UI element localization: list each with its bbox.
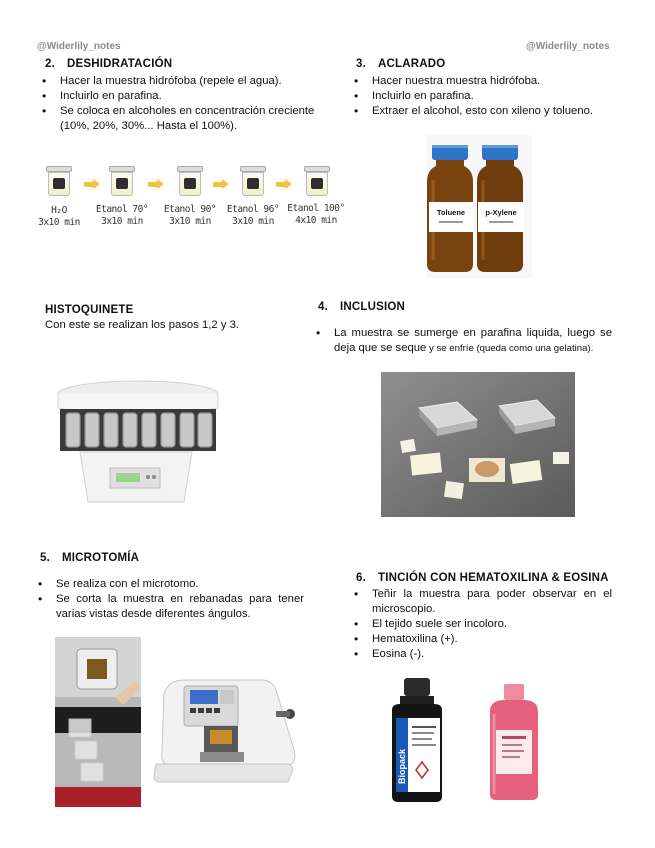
section-4-list [312, 326, 612, 356]
dehydration-diagram [20, 160, 350, 235]
toluene-label: Toluene [436, 208, 466, 217]
step-label: Etanol 96° 3x10 min [226, 204, 280, 227]
step-label: H₂O 3x10 min [38, 205, 80, 228]
jar-icon [304, 166, 330, 196]
section-5-list [34, 577, 304, 622]
embedding-molds-image [381, 372, 575, 517]
tissue-processor-image [40, 372, 230, 510]
list-item: • Hematoxilina (+). [350, 632, 612, 647]
list-item: • Extraer el alcohol, esto con xileno y tolueno. [350, 104, 620, 119]
list-item: • Se realiza con el microtomo. [34, 577, 304, 592]
section-6-title: TINCIÓN CON HEMATOXILINA & EOSINA [378, 572, 609, 584]
solvent-bottles-image [427, 135, 532, 278]
list-item: • El tejido suele ser incoloro. [350, 617, 612, 632]
list-item: • Incluirlo en parafina. [350, 89, 620, 104]
section-3-heading [356, 58, 445, 70]
section-5-title: MICROTOMÍA [62, 552, 140, 564]
list-item: • Hacer nuestra muestra hidrófoba. [350, 74, 620, 89]
list-item: • Teñir la muestra para poder observar en el microscopio. [350, 587, 612, 617]
step-label: Etanol 70° 3x10 min [95, 204, 149, 227]
xylene-label: p-Xylene [485, 208, 517, 217]
section-2-list [38, 74, 328, 134]
section-4-heading [318, 301, 405, 313]
microtome-closeup-image [55, 637, 141, 807]
section-5-heading [40, 552, 139, 564]
jar-icon [46, 166, 72, 196]
list-item: • Hacer la muestra hidrófoba (repele el agua). [38, 74, 328, 89]
author-handle-right: @Widerlily_notes [526, 41, 610, 52]
section-5-number: 5. [40, 552, 50, 564]
section-6-heading [356, 572, 609, 584]
section-4-title: INCLUSION [340, 301, 406, 313]
jar-icon [109, 166, 135, 196]
section-3-number: 3. [356, 58, 366, 70]
section-3-title: ACLARADO [378, 58, 446, 70]
section-2-number: 2. [45, 58, 55, 70]
section-3-list [350, 74, 620, 119]
list-item: • La muestra se sumerge en parafina liquida, luego se deja que se seque y se enfríe (queda como una gelatina). [312, 326, 612, 356]
section-6-number: 6. [356, 572, 366, 584]
section-6-list [350, 587, 612, 662]
list-item: • Se coloca en alcoholes en concentración creciente (10%, 20%, 30%... Hasta el 100%). [38, 104, 328, 134]
author-handle-left: @Widerlily_notes [37, 41, 121, 52]
eosin-bottle-image [484, 684, 544, 802]
jar-icon [240, 166, 266, 196]
section-2-heading [45, 58, 172, 70]
list-item: • Se corta la muestra en rebanadas para tener varias vistas desde diferentes ángulos. [34, 592, 304, 622]
step-label: Etanol 90° 3x10 min [163, 204, 217, 227]
step-label: Etanol 100° 4x10 min [287, 203, 345, 226]
list-item: • Eosina (-). [350, 647, 612, 662]
section-2-title: DESHIDRATACIÓN [67, 58, 173, 70]
list-item: • Incluirlo en parafina. [38, 89, 328, 104]
histoquinete-heading: HISTOQUINETE [45, 304, 134, 316]
histoquinete-text: Con este se realizan los pasos 1,2 y 3. [45, 319, 240, 331]
microtome-machine-image [150, 668, 306, 788]
hematoxylin-bottle-image [388, 676, 446, 804]
biopack-label: Biopack [397, 748, 407, 784]
jar-icon [177, 166, 203, 196]
section-4-number: 4. [318, 301, 328, 313]
